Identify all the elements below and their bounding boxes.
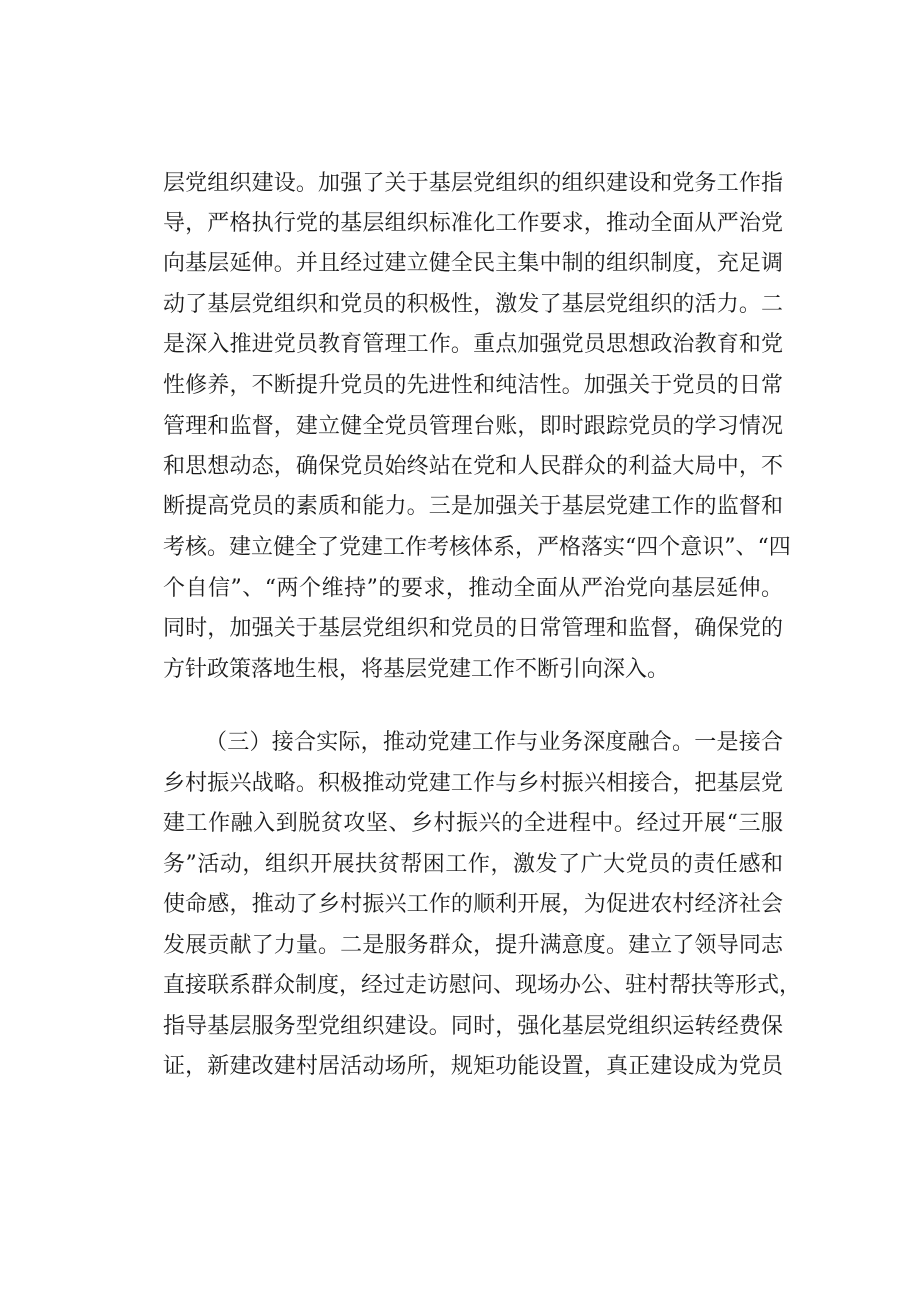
- paragraph-2-line: 建工作融入到脱贫攻坚、乡村振兴的全进程中。经过开展“三服: [163, 811, 783, 836]
- paragraph-1-line: 考核。建立健全了党建工作考核体系，严格落实“四个意识”、“四: [163, 535, 791, 560]
- paragraph-2-line: （三）接合实际，推动党建工作与业务深度融合。一是接合: [205, 730, 783, 755]
- paragraph-1-line: 个自信”、“两个维持”的要求，推动全面从严治党向基层延伸。: [163, 576, 783, 601]
- paragraph-2-line: 使命感，推动了乡村振兴工作的顺利开展，为促进农村经济社会: [163, 892, 783, 917]
- paragraph-1-line: 管理和监督，建立健全党员管理台账，即时跟踪党员的学习情况: [163, 414, 783, 439]
- paragraph-1-line: 和思想动态，确保党员始终站在党和人民群众的利益大局中，不: [163, 454, 783, 479]
- paragraph-1-line: 断提高党员的素质和能力。三是加强关于基层党建工作的监督和: [163, 494, 783, 519]
- paragraph-2-line: 发展贡献了力量。二是服务群众，提升满意度。建立了领导同志: [163, 933, 783, 958]
- paragraph-1-line: 向基层延伸。并且经过建立健全民主集中制的组织制度，充足调: [163, 251, 783, 276]
- paragraph-2-line: 直接联系群众制度，经过走访慰问、现场办公、驻村帮扶等形式，: [163, 973, 802, 998]
- paragraph-1-line: 性修养，不断提升党员的先进性和纯洁性。加强关于党员的日常: [163, 373, 783, 398]
- paragraph-2-line: 务”活动，组织开展扶贫帮困工作，激发了广大党员的责任感和: [163, 852, 783, 877]
- paragraph-2-line: 指导基层服务型党组织建设。同时，强化基层党组织运转经费保: [163, 1014, 783, 1039]
- paragraph-1-line: 方针政策落地生根，将基层党建工作不断引向深入。: [163, 657, 670, 682]
- paragraph-1-line: 动了基层党组织和党员的积极性，激发了基层党组织的活力。二: [163, 292, 783, 317]
- paragraph-1-line: 同时，加强关于基层党组织和党员的日常管理和监督，确保党的: [163, 616, 783, 641]
- paragraph-1-line: 导，严格执行党的基层组织标准化工作要求，推动全面从严治党: [163, 211, 783, 236]
- paragraph-1-line: 层党组织建设。加强了关于基层党组织的组织建设和党务工作指: [163, 171, 783, 196]
- paragraph-1-line: 是深入推进党员教育管理工作。重点加强党员思想政治教育和党: [163, 332, 783, 357]
- paragraph-2-line: 乡村振兴战略。积极推动党建工作与乡村振兴相接合，把基层党: [163, 771, 783, 796]
- paragraph-2-line: 证，新建改建村居活动场所，规矩功能设置，真正建设成为党员: [163, 1054, 783, 1079]
